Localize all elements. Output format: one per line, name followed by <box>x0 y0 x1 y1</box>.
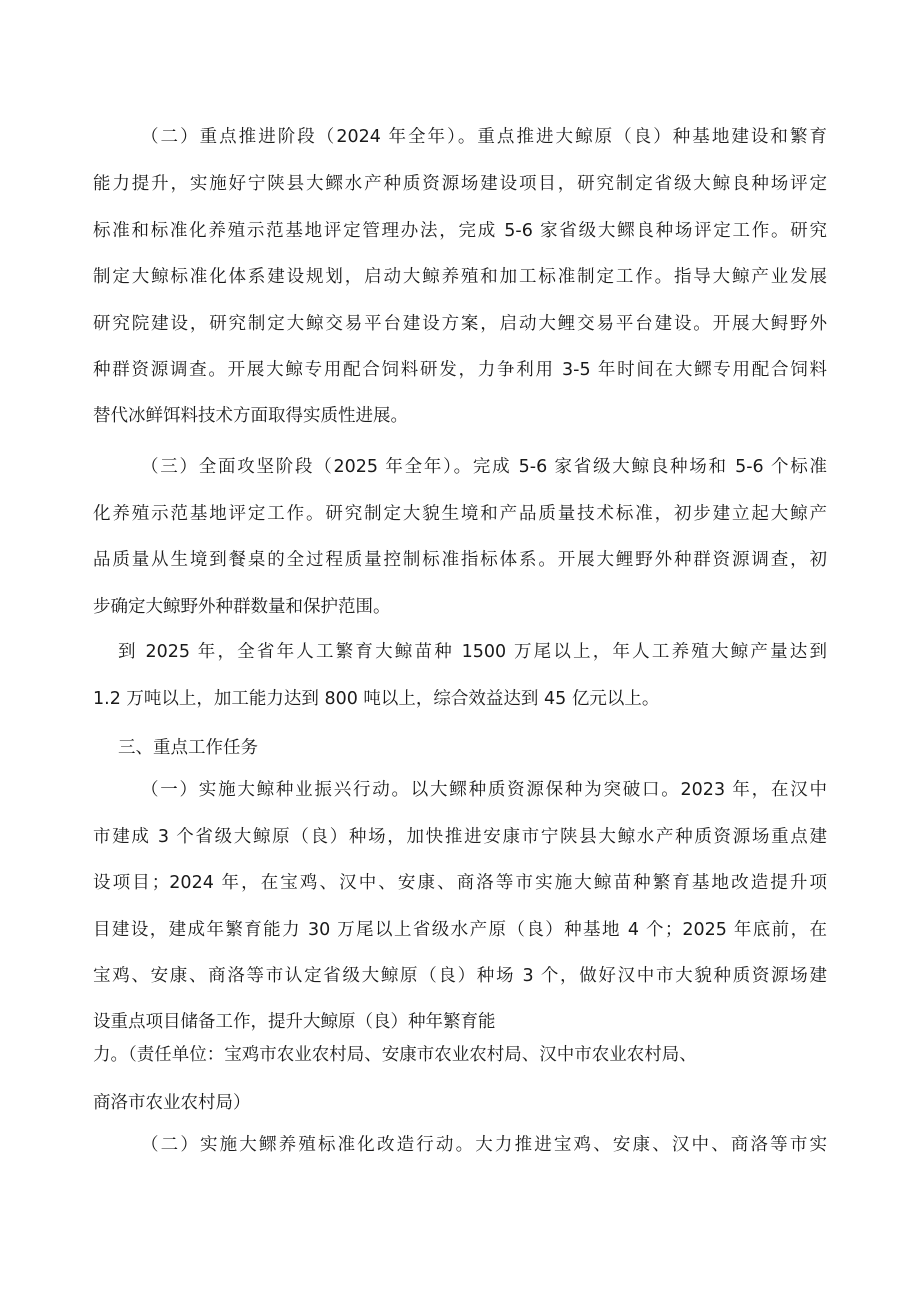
paragraph-3-line-3: 品质量从生境到餐桌的全过程质量控制标准指标体系。开展大鲤野外种群资源调查，初 <box>93 550 827 570</box>
paragraph-2-line-1: （二）重点推进阶段（2024 年全年）。重点推进大鲸原（良）种基地建设和繁育 <box>141 127 827 147</box>
task-1-line-3: 设项目；2024 年，在宝鸡、汉中、安康、商洛等市实施大鲸苗种繁育基地改造提升项 <box>93 873 827 893</box>
paragraph-2-line-5: 研究院建设，研究制定大鲸交易平台建设方案，启动大鲤交易平台建设。开展大鲟野外 <box>93 314 827 334</box>
paragraph-2-line-3: 标准和标准化养殖示范基地评定管理办法，完成 5-6 家省级大鳏良种场评定工作。研究 <box>93 221 827 241</box>
task-1-line-5: 宝鸡、安康、商洛等市认定省级大鲸原（良）种场 3 个，做好汉中市大貌种质资源场建 <box>93 966 827 986</box>
paragraph-3-line-2: 化养殖示范基地评定工作。研究制定大貌生境和产品质量技术标准，初步建立起大鲸产 <box>93 504 827 524</box>
paragraph-2-line-6: 种群资源调查。开展大鲸专用配合饲料研发，力争利用 3-5 年时间在大鳏专用配合饲料 <box>93 360 827 380</box>
paragraph-2-line-4: 制定大鲸标准化体系建设规划，启动大鲸养殖和加工标准制定工作。指导大鲸产业发展 <box>93 267 827 287</box>
paragraph-2-line-2: 能力提升，实施好宁陕县大鳏水产种质资源场建设项目，研究制定省级大鲸良种场评定 <box>93 174 827 194</box>
task-2-line-1: （二）实施大鳏养殖标准化改造行动。大力推进宝鸡、安康、汉中、商洛等市实 <box>141 1135 827 1155</box>
paragraph-3-line-4: 步确定大鲸野外种群数量和保护范围。 <box>93 597 391 617</box>
task-1-line-1: （一）实施大鲸种业振兴行动。以大鳏种质资源保种为突破口。2023 年，在汉中 <box>141 780 827 800</box>
task-1-line-6: 设重点项目储备工作，提升大鲸原（良）种年繁育能 <box>93 1012 496 1032</box>
task-1-line-7: 力。（责任单位：宝鸡市农业农村局、安康市农业农村局、汉中市农业农村局、 <box>93 1045 697 1065</box>
target-paragraph-line-1: 到 2025 年，全省年人工繁育大鲸苗种 1500 万尾以上，年人工养殖大鲸产量达到 <box>118 642 827 662</box>
task-1-line-8: 商洛市农业农村局） <box>93 1093 251 1113</box>
target-paragraph-line-2: 1.2 万吨以上，加工能力达到 800 吨以上，综合效益达到 45 亿元以上。 <box>93 689 660 709</box>
section-heading: 三、重点工作任务 <box>118 738 258 758</box>
paragraph-2-line-7: 替代冰鲜饵料技术方面取得实质性进展。 <box>93 406 408 426</box>
task-1-line-2: 市建成 3 个省级大鲸原（良）种场，加快推进安康市宁陕县大鲸水产种质资源场重点建 <box>93 827 827 847</box>
paragraph-3-line-1: （三）全面攻坚阶段（2025 年全年）。完成 5-6 家省级大鲸良种场和 5-6 个标准 <box>141 457 827 477</box>
task-1-line-4: 目建设，建成年繁育能力 30 万尾以上省级水产原（良）种基地 4 个；2025 年底前，在 <box>93 920 827 940</box>
